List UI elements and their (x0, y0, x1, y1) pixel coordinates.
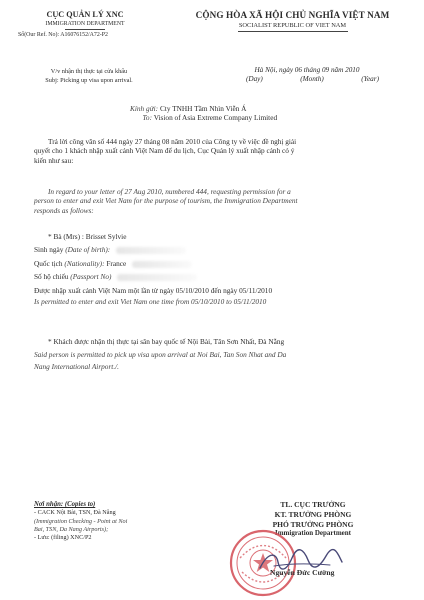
pickup-vn: * Khách được nhận thị thực tại sân bay quốc tế Nội Bài, Tân Sơn Nhất, Đà Nẵng (48, 337, 285, 346)
passport-label-en: (Passport No) (70, 272, 112, 282)
agency-name-en: IMMIGRATION DEPARTMENT (45, 20, 125, 27)
nationality-label-vn: Quốc tịch (34, 258, 63, 268)
agency-underline (65, 29, 105, 30)
subject-block (14, 68, 164, 85)
recipient-line: Bai, TSN, Da Nang Airports); (34, 525, 109, 533)
body-vn-line: kiến như sau: (34, 155, 74, 165)
recipient-line: (Immigration Checking - Point at Noi (34, 517, 128, 525)
body-vn-line: Trả lời công văn số 444 ngày 27 tháng 08 năm 2010 của Công ty về việc đề nghị giải (48, 137, 297, 146)
date-month-label: (Month) (300, 75, 324, 84)
country-header-block (170, 10, 415, 34)
date-line: Hà Nội, ngày 06 tháng 09 năm 2010 (254, 66, 360, 74)
subject-en: Subj: Picking up visa upon arrival. (45, 76, 133, 84)
date-block (212, 66, 402, 85)
agency-name: CỤC QUẢN LÝ XNC (46, 10, 124, 19)
body-en-line: In regard to your letter of 27 Aug 2010, numbered 444, requesting permission for a (48, 187, 291, 196)
recipient-line: - Lưu: (filing) XNC/P2 (34, 534, 92, 542)
entry-permit-en: Is permitted to enter and exit Viet Nam one time from 05/10/2010 to 05/11/2010 (34, 297, 267, 307)
recipients-heading: Nơi nhận: (Copies to) (34, 501, 96, 508)
country-name-en: SOCIALIST REPUBLIC OF VIET NAM (238, 21, 347, 29)
body-paragraph-vn (34, 137, 394, 165)
body-en-line: responds as follows: (34, 205, 94, 215)
date-year-label: (Year) (361, 75, 379, 84)
issuing-agency-block (10, 10, 160, 40)
addressee-name-vn: Cty TNHH Tầm Nhìn Viễn Á (159, 104, 247, 113)
body-paragraph-en (34, 187, 394, 215)
country-underline (238, 31, 348, 32)
subject-vn: V/v nhận thị thực tại cửa khẩu (50, 68, 128, 75)
dob-label-vn: Sinh ngày (34, 245, 64, 255)
recipients-block (34, 500, 184, 543)
body-vn-line: quyết cho 1 khách nhập xuất cảnh Việt Nam để du lịch, Cục Quản lý xuất nhập cảnh có ý (34, 146, 295, 156)
reference-number: Số(Our Ref. No): A16076152/A72-P2 (18, 32, 108, 39)
person-name-row (34, 232, 394, 241)
redacted-nationality-extra (132, 261, 192, 268)
person-details (34, 232, 394, 307)
person-name: * Bà (Mrs) : Brisset Sylvie (48, 232, 127, 241)
recipient-line: - CACK Nội Bài, TSN, Đà Nẵng (34, 509, 116, 517)
signer-name: Nguyễn Đức Cường (270, 568, 335, 577)
signature-title-3: PHÓ TRƯỞNG PHÒNG (272, 519, 354, 529)
pickup-block (34, 337, 394, 371)
addressee-name-en: Vision of Asia Extreme Company Limited (153, 113, 278, 123)
country-name: CỘNG HÒA XÃ HỘI CHỦ NGHĨA VIỆT NAM (195, 10, 390, 20)
dob-row (34, 245, 394, 254)
nationality-value: France (106, 258, 127, 268)
pickup-en-line: Nang International Airport./. (34, 361, 120, 371)
redacted-dob (116, 247, 186, 254)
passport-label-vn: Số hộ chiếu (34, 272, 69, 282)
signature-title-4: Immigration Department (274, 529, 351, 538)
body-en-line: person to enter and exit Viet Nam for the purpose of tourism, the Immigration Department (34, 196, 298, 206)
pickup-en-line: Said person is permitted to pick up visa upon arrival at Noi Bai, Tan Son Nhat and Da (34, 350, 287, 360)
redacted-passport (117, 274, 197, 281)
nationality-label-en: (Nationality): (64, 258, 105, 268)
passport-row (34, 272, 394, 281)
addressee-block (130, 104, 390, 123)
dob-label-en: (Date of birth): (65, 245, 111, 255)
entry-permit-vn: Được nhập xuất cảnh Việt Nam một lần từ ngày 05/10/2010 đến ngày 05/11/2010 (34, 285, 273, 295)
nationality-row (34, 259, 394, 268)
addressee-label-vn: Kính gửi: (130, 104, 159, 113)
addressee-label-en: To: (142, 113, 152, 123)
signature-title-1: TL. CỤC TRƯỞNG (280, 500, 346, 509)
date-day-label: (Day) (246, 75, 263, 84)
signature-title-2: KT. TRƯỞNG PHÒNG (274, 509, 352, 519)
